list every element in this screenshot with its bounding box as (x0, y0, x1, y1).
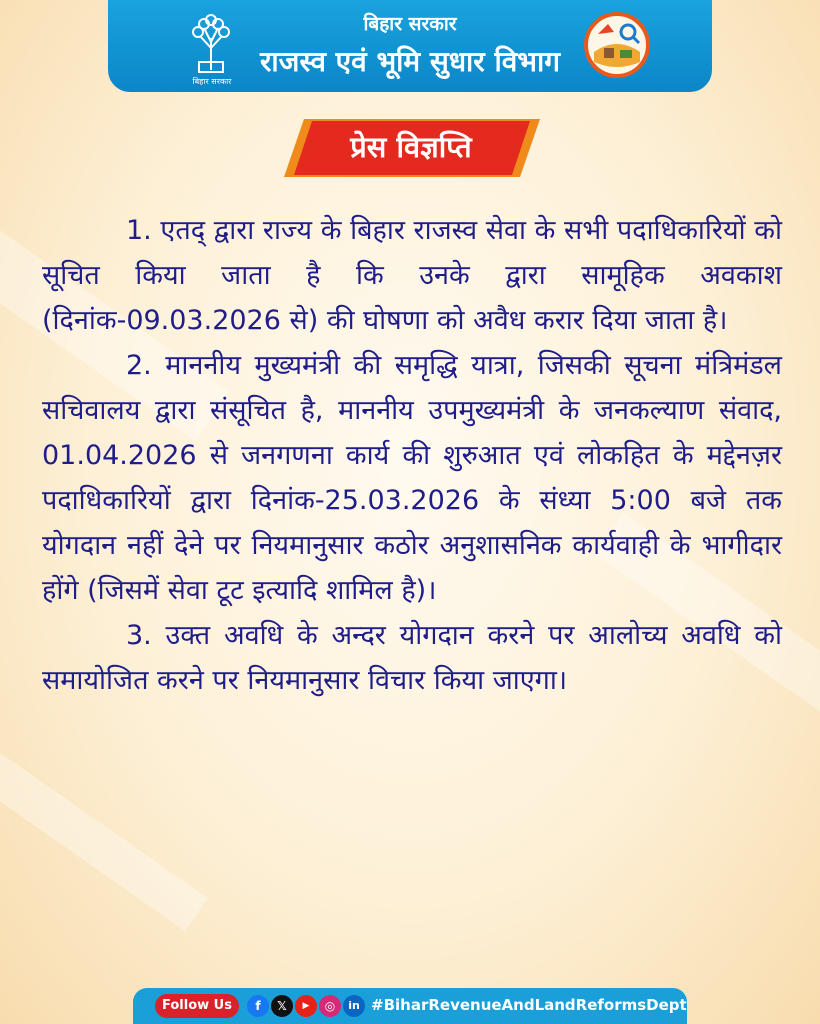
youtube-icon[interactable]: ▶ (295, 995, 317, 1017)
department-name: राजस्व एवं भूमि सुधार विभाग (259, 45, 561, 78)
press-release-body (42, 208, 782, 703)
hashtag-link[interactable]: #BiharRevenueAndLandReformsDept (371, 996, 687, 1014)
x-icon[interactable]: 𝕏 (271, 995, 293, 1017)
press-release-title: प्रेस विज्ञप्ति (350, 130, 472, 164)
paragraph-1: 1. एतद् द्वारा राज्य के बिहार राजस्व सेवा के सभी पदाधिकारियों को सूचित किया जाता है कि उनके द्वारा सामूहिक अवकाश (दिनांक-09.03.2026 से) की घोषणा को अवैध करार दिया जाता है। (42, 215, 782, 336)
background-shard (0, 749, 208, 931)
footer-bar (133, 988, 687, 1024)
follow-us-badge: Follow Us (155, 994, 239, 1018)
government-name: बिहार सरकार (363, 13, 457, 35)
header-banner (108, 0, 712, 92)
land-survey-logo-icon (584, 12, 650, 78)
paragraph-2: 2. माननीय मुख्यमंत्री की समृद्धि यात्रा, जिसकी सूचना मंत्रिमंडल सचिवालय द्वारा संसूचित है, माननीय उपमुख्यमंत्री के जनकल्याण संवाद, 01.04.2026 से जनगणना कार्य की शुरुआत एवं लोकहित के मद्देनज़र पदाधिकारियों द्वारा दिनांक-25.03.2026 के संध्या 5:00 बजे तक योगदान नहीं देने पर नियमानुसार कठोर अनुशासनिक कार्यवाही के भागीदार होंगे (जिसमें सेवा टूट इत्यादि शामिल है)। (42, 350, 782, 606)
emblem-caption: बिहार सरकार (192, 77, 232, 86)
facebook-icon[interactable]: f (247, 995, 269, 1017)
linkedin-icon[interactable]: in (343, 995, 365, 1017)
paragraph-3: 3. उक्त अवधि के अन्दर योगदान करने पर आलोच्य अवधि को समायोजित करने पर नियमानुसार विचार किया जाएगा। (42, 620, 782, 696)
instagram-icon[interactable]: ◎ (319, 995, 341, 1017)
